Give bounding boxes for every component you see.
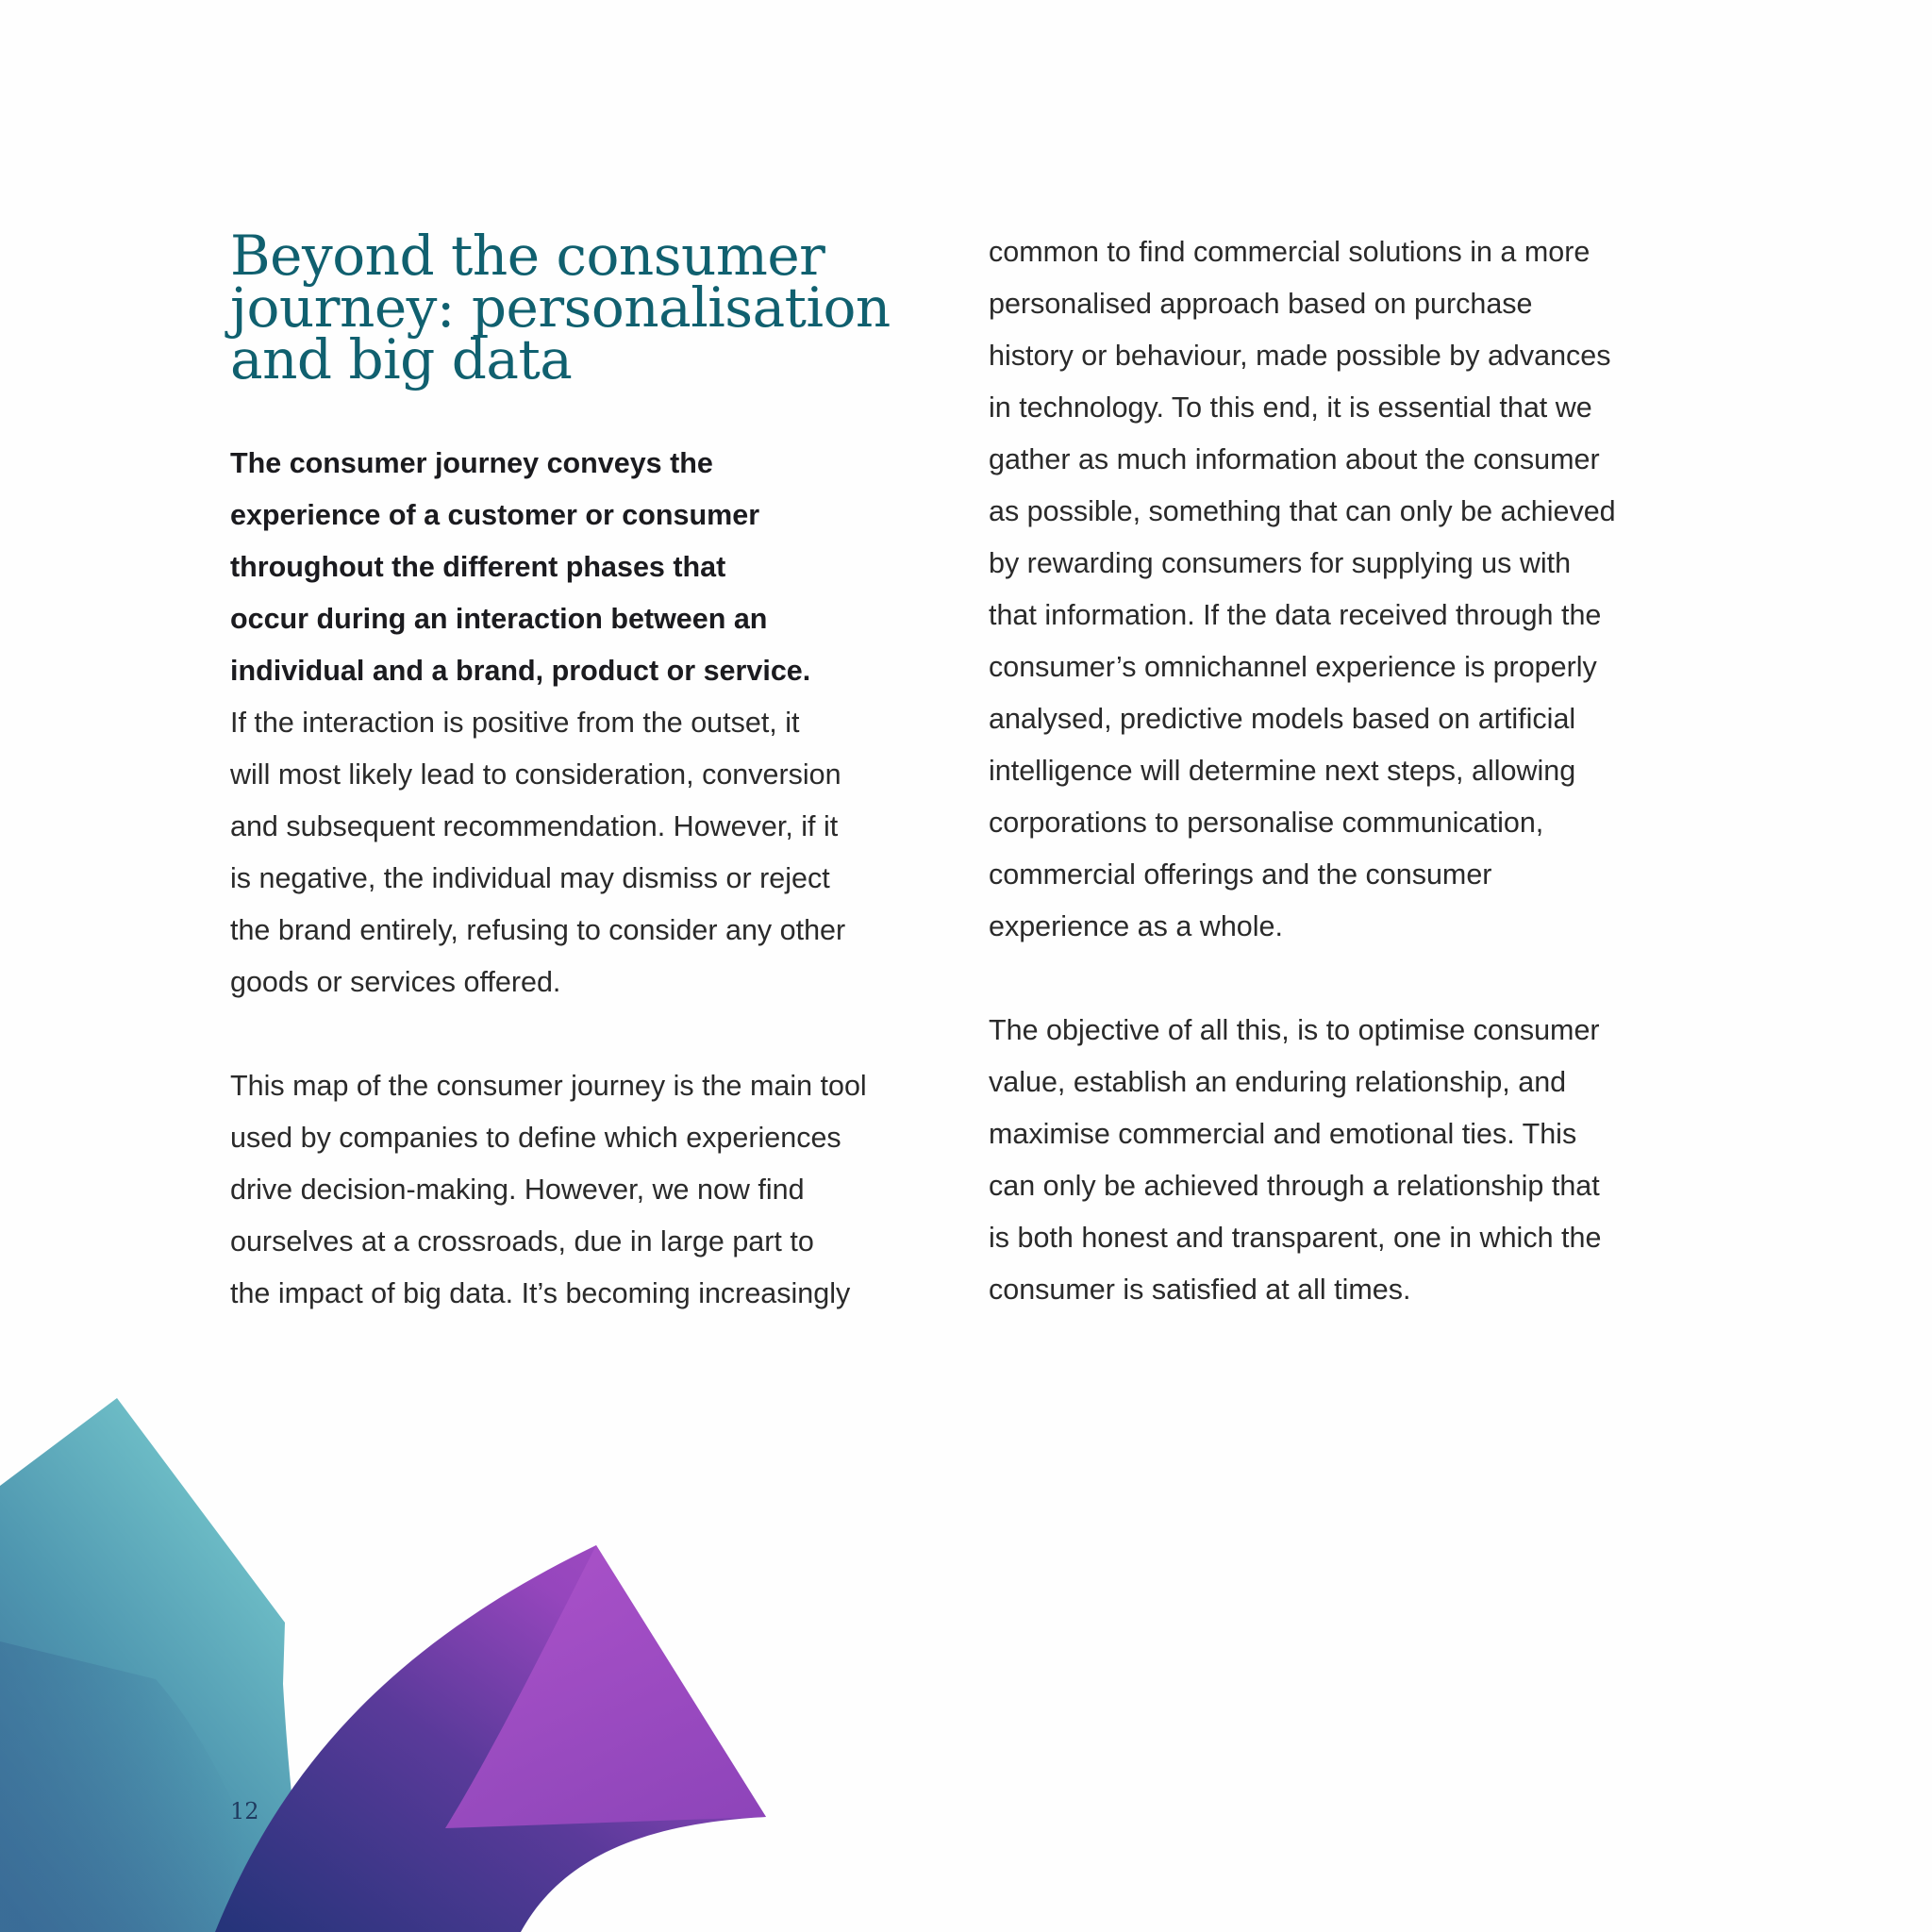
body-paragraph	[230, 697, 845, 1008]
text-line: history or behaviour, made possible by advances	[989, 340, 1611, 372]
page-title	[230, 224, 947, 391]
text-line: experience of a customer or consumer	[230, 499, 760, 531]
text-line: can only be achieved through a relationship that	[989, 1170, 1600, 1202]
title-line: journey: personalisation	[230, 275, 891, 340]
text-line: consumer’s omnichannel experience is properly	[989, 651, 1597, 683]
text-line: maximise commercial and emotional ties. This	[989, 1118, 1577, 1150]
title-line: Beyond the consumer	[230, 224, 825, 288]
text-line: goods or services offered.	[230, 966, 561, 998]
text-line: throughout the different phases that	[230, 551, 726, 583]
text-line: personalised approach based on purchase	[989, 288, 1533, 320]
text-line: the brand entirely, refusing to consider any other	[230, 914, 846, 946]
body-paragraph	[989, 226, 1616, 953]
text-line: and subsequent recommendation. However, if it	[230, 810, 839, 842]
decorative-ribbon-graphic	[0, 1358, 811, 1932]
text-line: common to find commercial solutions in a more	[989, 236, 1591, 268]
text-line: This map of the consumer journey is the main tool	[230, 1070, 867, 1102]
text-line: that information. If the data received through the	[989, 599, 1602, 631]
text-line: The objective of all this, is to optimise consumer	[989, 1014, 1600, 1046]
text-line: will most likely lead to consideration, conversion	[230, 758, 841, 791]
text-line: the impact of big data. It’s becoming increasingly	[230, 1277, 851, 1309]
text-line: commercial offerings and the consumer	[989, 858, 1492, 891]
body-paragraph	[989, 1005, 1601, 1316]
text-line: analysed, predictive models based on artificial	[989, 703, 1576, 735]
text-line: value, establish an enduring relationship, and	[989, 1066, 1567, 1098]
text-line: experience as a whole.	[989, 910, 1283, 942]
text-line: intelligence will determine next steps, allowing	[989, 755, 1576, 787]
title-line: and big data	[230, 327, 573, 391]
text-line: in technology. To this end, it is essential that we	[989, 391, 1592, 424]
text-line: individual and a brand, product or service.	[230, 655, 811, 687]
lead-paragraph	[230, 438, 810, 697]
text-line: If the interaction is positive from the outset, it	[230, 707, 800, 739]
text-line: is both honest and transparent, one in which the	[989, 1222, 1602, 1254]
text-line: ourselves at a crossroads, due in large part to	[230, 1225, 814, 1257]
text-line: gather as much information about the consumer	[989, 443, 1600, 475]
text-line: The consumer journey conveys the	[230, 447, 713, 479]
text-line: drive decision-making. However, we now find	[230, 1174, 805, 1206]
text-line: corporations to personalise communication,	[989, 807, 1544, 839]
text-line: used by companies to define which experiences	[230, 1122, 841, 1154]
text-line: as possible, something that can only be achieved	[989, 495, 1616, 527]
page-number: 12	[230, 1798, 259, 1824]
text-line: is negative, the individual may dismiss or reject	[230, 862, 830, 894]
text-line: occur during an interaction between an	[230, 603, 768, 635]
text-line: consumer is satisfied at all times.	[989, 1274, 1411, 1306]
body-paragraph	[230, 1060, 867, 1320]
text-line: by rewarding consumers for supplying us with	[989, 547, 1572, 579]
